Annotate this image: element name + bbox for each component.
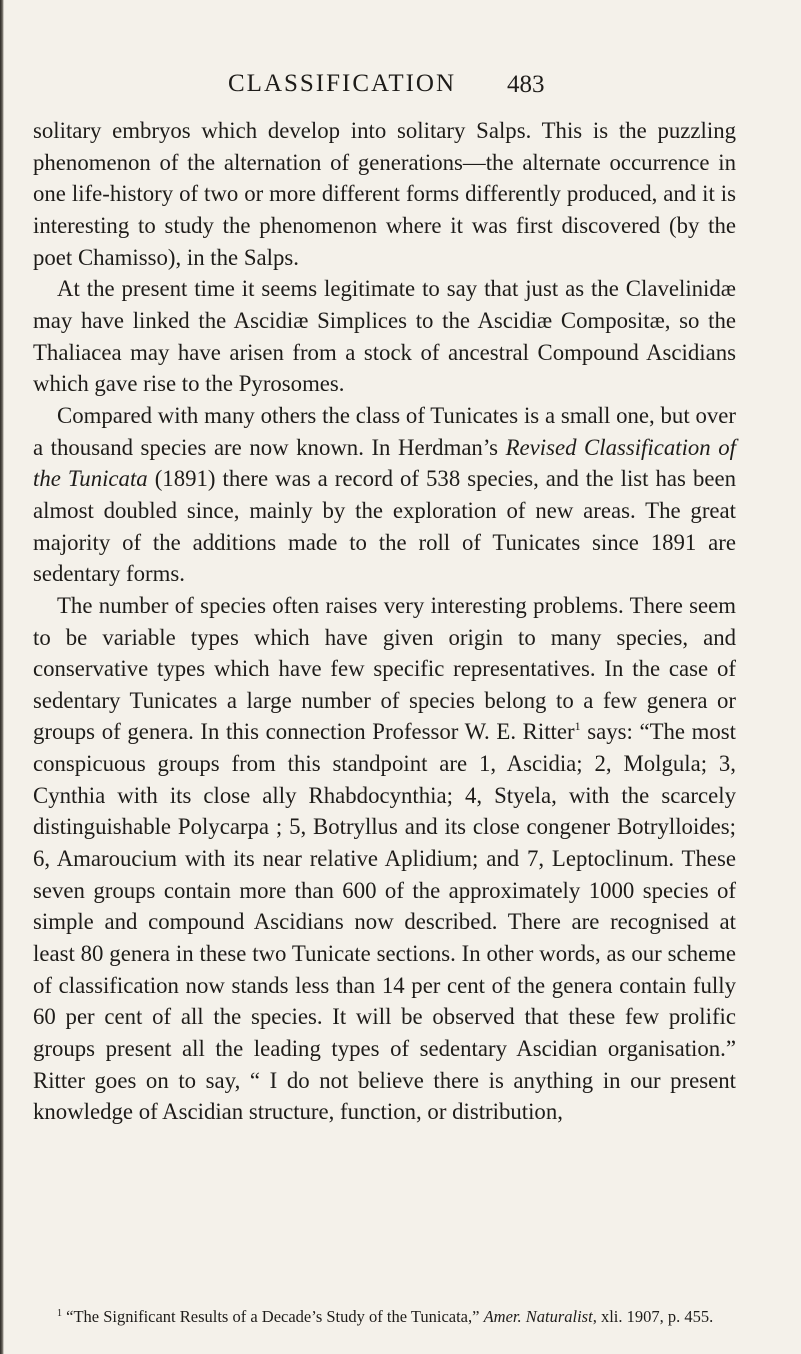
paragraph (33, 400, 736, 590)
book-title: Revised Classification of the Tunicata (33, 434, 736, 492)
paragraph (33, 115, 736, 273)
footnote-journal: Amer. Naturalist (483, 1307, 593, 1326)
paragraph-text: solitary embryos which develop into solitary Salps. This is the puzzling phenomenon of the alternation of generations—the alternate occurrence in one life-history of two or more different forms differently produced, and it is interesting to study the phenomenon where it was first discovered (by the poet Chamisso), in the Salps. (33, 118, 736, 270)
footnote-citation: , xli. 1907, p. 455. (592, 1307, 714, 1326)
footnote-marker: 1 (57, 1308, 62, 1319)
paragraph-text: Compared with many others the class of Tunicates is a small one, but over a thousand species are now known. In Herdman’s (33, 402, 736, 460)
footnote (33, 1304, 736, 1330)
running-head: CLASSIFICATION (228, 70, 457, 97)
paragraph (33, 273, 736, 400)
footnote-text: “The Significant Results of a Decade’s Study of the Tunicata,” (66, 1307, 484, 1326)
page-binding-edge (0, 0, 4, 1354)
paragraph-text: says: “The most conspicuous groups from this standpoint are 1, Ascidia; 2, Molgula; 3, Cynthia with its close ally Rhabdocynthia; 4, Styela, with the scarcely distinguishable Polycarpa ; 5, Botryllus and its close congener Botrylloides; 6, Amaroucium with its near relative Aplidium; and 7, Leptoclinum. These seven groups contain more than 600 of the approximately 1000 species of simple and compound Ascidians now described. There are recognised at least 80 genera in these two Tunicate sections. In other words, as our scheme of classification now stands less than 14 per cent of the genera contain fully 60 per cent of all the species. It will be observed that these few prolific groups present all the leading types of sedentary Ascidian organisation.” Ritter goes on to say, “ I do not believe there is anything in our present knowledge of Ascidian structure, function, or distribution, (33, 719, 736, 1125)
paragraph-text: (1891) there was a record of 538 species, and the list has been almost doubled since, mainly by the exploration of new areas. The great majority of the additions made to the roll of Tunicates since 1891 are sedentary forms. (33, 466, 736, 587)
footnote-reference: 1 (574, 719, 581, 734)
paragraph (33, 590, 736, 1128)
body-text (33, 115, 736, 1128)
paragraph-text: The number of species often raises very interesting problems. There seem to be variable types which have given origin to many species, and conservative types which have few specific representatives. In the case of sedentary Tunicates a large number of species belong to a few genera or groups of genera. In this connection Professor W. E. Ritter (33, 592, 736, 745)
paragraph-text: At the present time it seems legitimate to say that just as the Clavelinidæ may have linked the Ascidiæ Simplices to the Ascidiæ Compositæ, so the Thaliacea may have arisen from a stock of ancestral Compound Ascidians which gave rise to the Pyrosomes. (33, 276, 736, 397)
page-number: 483 (507, 71, 545, 98)
page-header (0, 70, 801, 102)
